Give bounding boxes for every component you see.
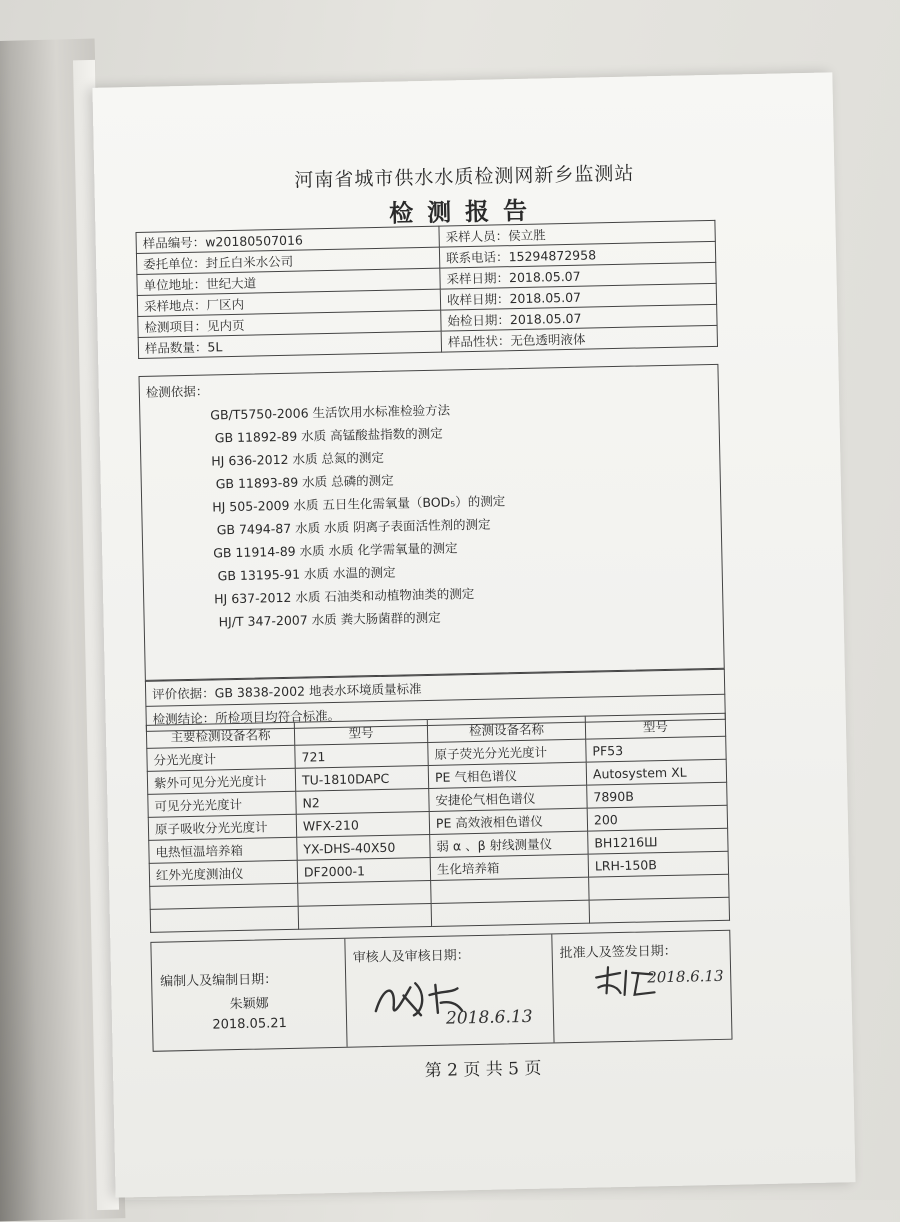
signature-section	[150, 930, 732, 1052]
info-left-label: 委托单位：	[143, 255, 206, 272]
equipment-model-cell: TU-1810DAPC	[295, 765, 428, 791]
standard-item: GB 11893-89 水质 总磷的测定	[215, 472, 394, 492]
info-left-label: 单位地址：	[143, 276, 207, 293]
report-title: 检测报告	[388, 195, 542, 228]
equipment-model-cell	[298, 903, 431, 929]
equipment-name-cell	[431, 900, 589, 926]
info-right-label: 始检日期：	[447, 312, 511, 329]
approver-cell	[551, 931, 731, 1043]
header-model-2: 型号	[585, 713, 725, 739]
equipment-model-cell: Autosystem XL	[586, 759, 726, 785]
equipment-name-cell: 红外光度测油仪	[149, 860, 297, 886]
organization-title: 河南省城市供水水质检测网新乡监测站	[294, 162, 635, 192]
standard-item: GB 7494-87 水质 水质 阴离子表面活性剂的测定	[216, 516, 491, 538]
report-page	[92, 72, 855, 1197]
info-right-cell	[441, 325, 717, 352]
equipment-model-cell	[589, 897, 729, 923]
equipment-name-cell	[431, 877, 589, 903]
equipment-name-cell: 生化培养箱	[430, 854, 588, 880]
equipment-model-cell: N2	[296, 788, 429, 814]
preparer-name: 朱颖娜	[229, 996, 269, 1013]
info-left-label: 采样地点：	[143, 297, 207, 314]
info-right-value: 15294872958	[508, 247, 597, 265]
equipment-model-cell: 7890B	[587, 782, 727, 808]
conclusion-value: 所检项目均符合标准。	[215, 707, 341, 726]
info-left-value: 世纪大道	[205, 275, 257, 292]
preparer-cell	[151, 939, 347, 1051]
equipment-name-cell: PE 高效液相色谱仪	[429, 808, 587, 834]
test-basis-label: 检测依据：	[145, 383, 209, 400]
equipment-name-cell: 可见分光光度计	[148, 791, 296, 817]
info-right-label: 采样日期：	[446, 270, 510, 287]
info-right-label: 联系电话：	[445, 249, 509, 266]
info-right-label: 收样日期：	[446, 291, 510, 308]
equipment-name-cell	[150, 906, 298, 932]
conclusion-label: 检测结论：	[152, 710, 216, 727]
equipment-name-cell	[150, 883, 298, 909]
info-left-value: w20180507016	[205, 232, 304, 250]
approver-label: 批准人及签发日期：	[559, 943, 677, 962]
equipment-table	[146, 713, 730, 933]
info-right-value: 无色透明液体	[510, 331, 586, 349]
equipment-name-cell: PE 气相色谱仪	[428, 762, 586, 788]
info-left-value: 见内页	[206, 317, 245, 334]
standard-item: HJ/T 347-2007 水质 粪大肠菌群的测定	[218, 609, 441, 630]
standard-item: HJ 637-2012 水质 石油类和动植物油类的测定	[214, 585, 475, 607]
equipment-model-cell	[589, 874, 729, 900]
equipment-model-cell: 200	[587, 805, 727, 831]
standard-item: GB 11892-89 水质 高锰酸盐指数的测定	[214, 425, 443, 446]
info-right-value: 2018.05.07	[509, 310, 582, 328]
info-left-value: 5L	[207, 339, 223, 355]
header-main-equipment: 主要检测设备名称	[146, 722, 294, 748]
equipment-model-cell: BH1216Ш	[588, 828, 728, 854]
preparer-label: 编制人及编制日期：	[160, 972, 278, 990]
equipment-model-cell: LRH-150B	[588, 851, 728, 877]
info-right-label: 采样人员：	[445, 228, 509, 245]
reviewer-label: 审核人及审核日期：	[352, 948, 470, 966]
equipment-model-cell: PF53	[586, 736, 726, 762]
equipment-name-cell: 紫外可见分光光度计	[147, 768, 295, 794]
header-model: 型号	[294, 719, 427, 745]
equipment-model-cell: DF2000-1	[297, 857, 430, 883]
preparer-date: 2018.05.21	[212, 1016, 287, 1033]
info-right-label: 样品性状：	[447, 333, 511, 350]
reviewer-date: 2018.6.13	[445, 1006, 533, 1029]
equipment-name-cell: 电热恒温培养箱	[149, 837, 297, 863]
standard-item: HJ 505-2009 水质 五日生化需氧量（BOD₅）的测定	[212, 493, 506, 515]
reviewer-cell	[344, 934, 554, 1046]
standards-list	[210, 397, 508, 633]
equipment-model-cell: WFX-210	[296, 811, 429, 837]
equipment-name-cell: 安捷伦气相色谱仪	[429, 785, 587, 811]
evaluation-label: 评价依据：	[152, 685, 215, 702]
equipment-model-cell: 721	[295, 742, 428, 768]
sample-info-table	[135, 220, 718, 359]
info-right-value: 侯立胜	[508, 227, 546, 244]
info-left-label: 样品数量：	[144, 339, 208, 356]
standard-item: GB 11914-89 水质 水质 化学需氧量的测定	[213, 540, 458, 561]
test-basis-section	[139, 364, 725, 681]
info-left-value: 封丘白米水公司	[205, 253, 294, 271]
equipment-model-cell: YX-DHS-40X50	[297, 834, 430, 860]
page-number: 第 2 页 共 5 页	[424, 1058, 542, 1082]
equipment-model-cell	[298, 880, 431, 906]
info-left-value: 厂区内	[206, 296, 245, 313]
equipment-name-cell: 原子荧光分光光度计	[428, 739, 586, 765]
info-left-label: 样品编号：	[142, 234, 206, 251]
evaluation-value: GB 3838-2002 地表水环境质量标准	[214, 681, 422, 701]
standard-item: GB/T5750-2006 生活饮用水标准检验方法	[210, 402, 451, 423]
standard-item: HJ 636-2012 水质 总氮的测定	[211, 449, 385, 469]
info-right-value: 2018.05.07	[509, 289, 582, 307]
equipment-name-cell: 弱 α 、β 射线测量仪	[430, 831, 588, 857]
info-right-value: 2018.05.07	[508, 268, 581, 286]
equipment-name-cell: 分光光度计	[147, 745, 295, 771]
equipment-name-cell: 原子吸收分光光度计	[148, 814, 296, 840]
approver-date: 2018.6.13	[647, 966, 724, 987]
standard-item: GB 13195-91 水质 水温的测定	[217, 564, 396, 584]
info-left-label: 检测项目：	[144, 318, 208, 335]
header-equipment-name: 检测设备名称	[427, 716, 585, 742]
